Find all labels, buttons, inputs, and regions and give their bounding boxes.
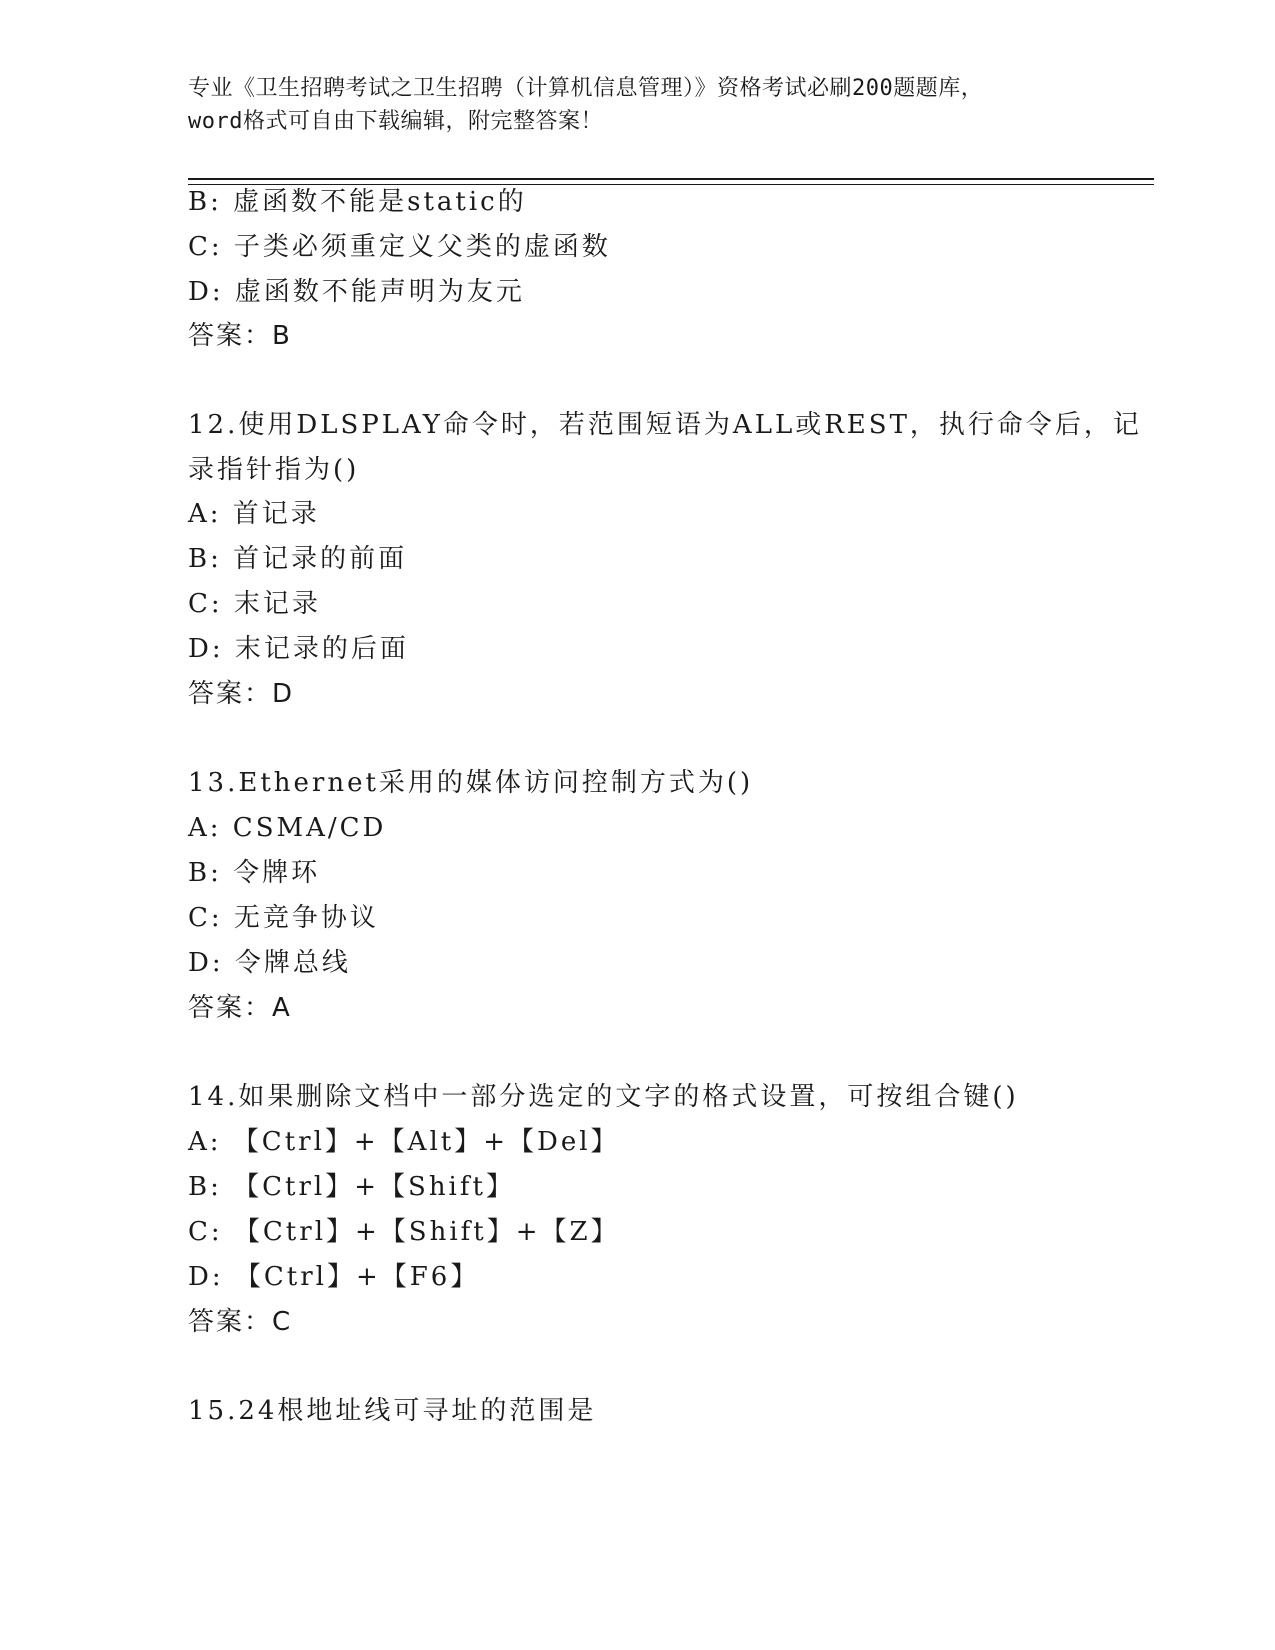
q14-option-b: B: 【Ctrl】+【Shift】 — [188, 1172, 515, 1202]
q12-option-b: B: 首记录的前面 — [188, 544, 408, 574]
q14-stem: 14.如果删除文档中一部分选定的文字的格式设置，可按组合键() — [188, 1082, 1019, 1112]
q11-option-b: B: 虚函数不能是static的 — [188, 187, 527, 217]
q13-option-a: A: CSMA/CD — [188, 813, 387, 843]
q14-option-a: A: 【Ctrl】+【Alt】+【Del】 — [188, 1127, 620, 1157]
q11-answer: 答案：B — [188, 321, 292, 351]
q12-stem-line-2: 录指针指为() — [188, 455, 360, 485]
q15-stem: 15.24根地址线可寻址的范围是 — [188, 1396, 597, 1426]
q14-option-c: C: 【Ctrl】+【Shift】+【Z】 — [188, 1217, 620, 1247]
q11-option-c: C: 子类必须重定义父类的虚函数 — [188, 232, 611, 262]
q12-option-d: D: 末记录的后面 — [188, 634, 409, 664]
header-line-1: 专业《卫生招聘考试之卫生招聘（计算机信息管理）》资格考试必刷200题题库， — [188, 76, 984, 101]
q13-answer: 答案：A — [188, 993, 292, 1023]
q13-option-c: C: 无竞争协议 — [188, 903, 379, 933]
header-line-2: word格式可自由下载编辑，附完整答案！ — [188, 109, 603, 134]
q12-option-c: C: 末记录 — [188, 589, 321, 619]
document-header — [188, 72, 1088, 138]
q13-option-d: D: 令牌总线 — [188, 948, 351, 978]
q12-stem-line-1: 12.使用DLSPLAY命令时，若范围短语为ALL或REST，执行命令后，记 — [188, 410, 1142, 440]
q12-option-a: A: 首记录 — [188, 499, 320, 529]
q13-option-b: B: 令牌环 — [188, 858, 321, 888]
q11-option-d: D: 虚函数不能声明为友元 — [188, 277, 525, 307]
q13-stem: 13.Ethernet采用的媒体访问控制方式为() — [188, 768, 754, 798]
q14-answer: 答案：C — [188, 1307, 293, 1337]
header-divider-thick — [188, 178, 1154, 180]
q14-option-d: D: 【Ctrl】+【F6】 — [188, 1262, 480, 1292]
q12-answer: 答案：D — [188, 679, 295, 709]
